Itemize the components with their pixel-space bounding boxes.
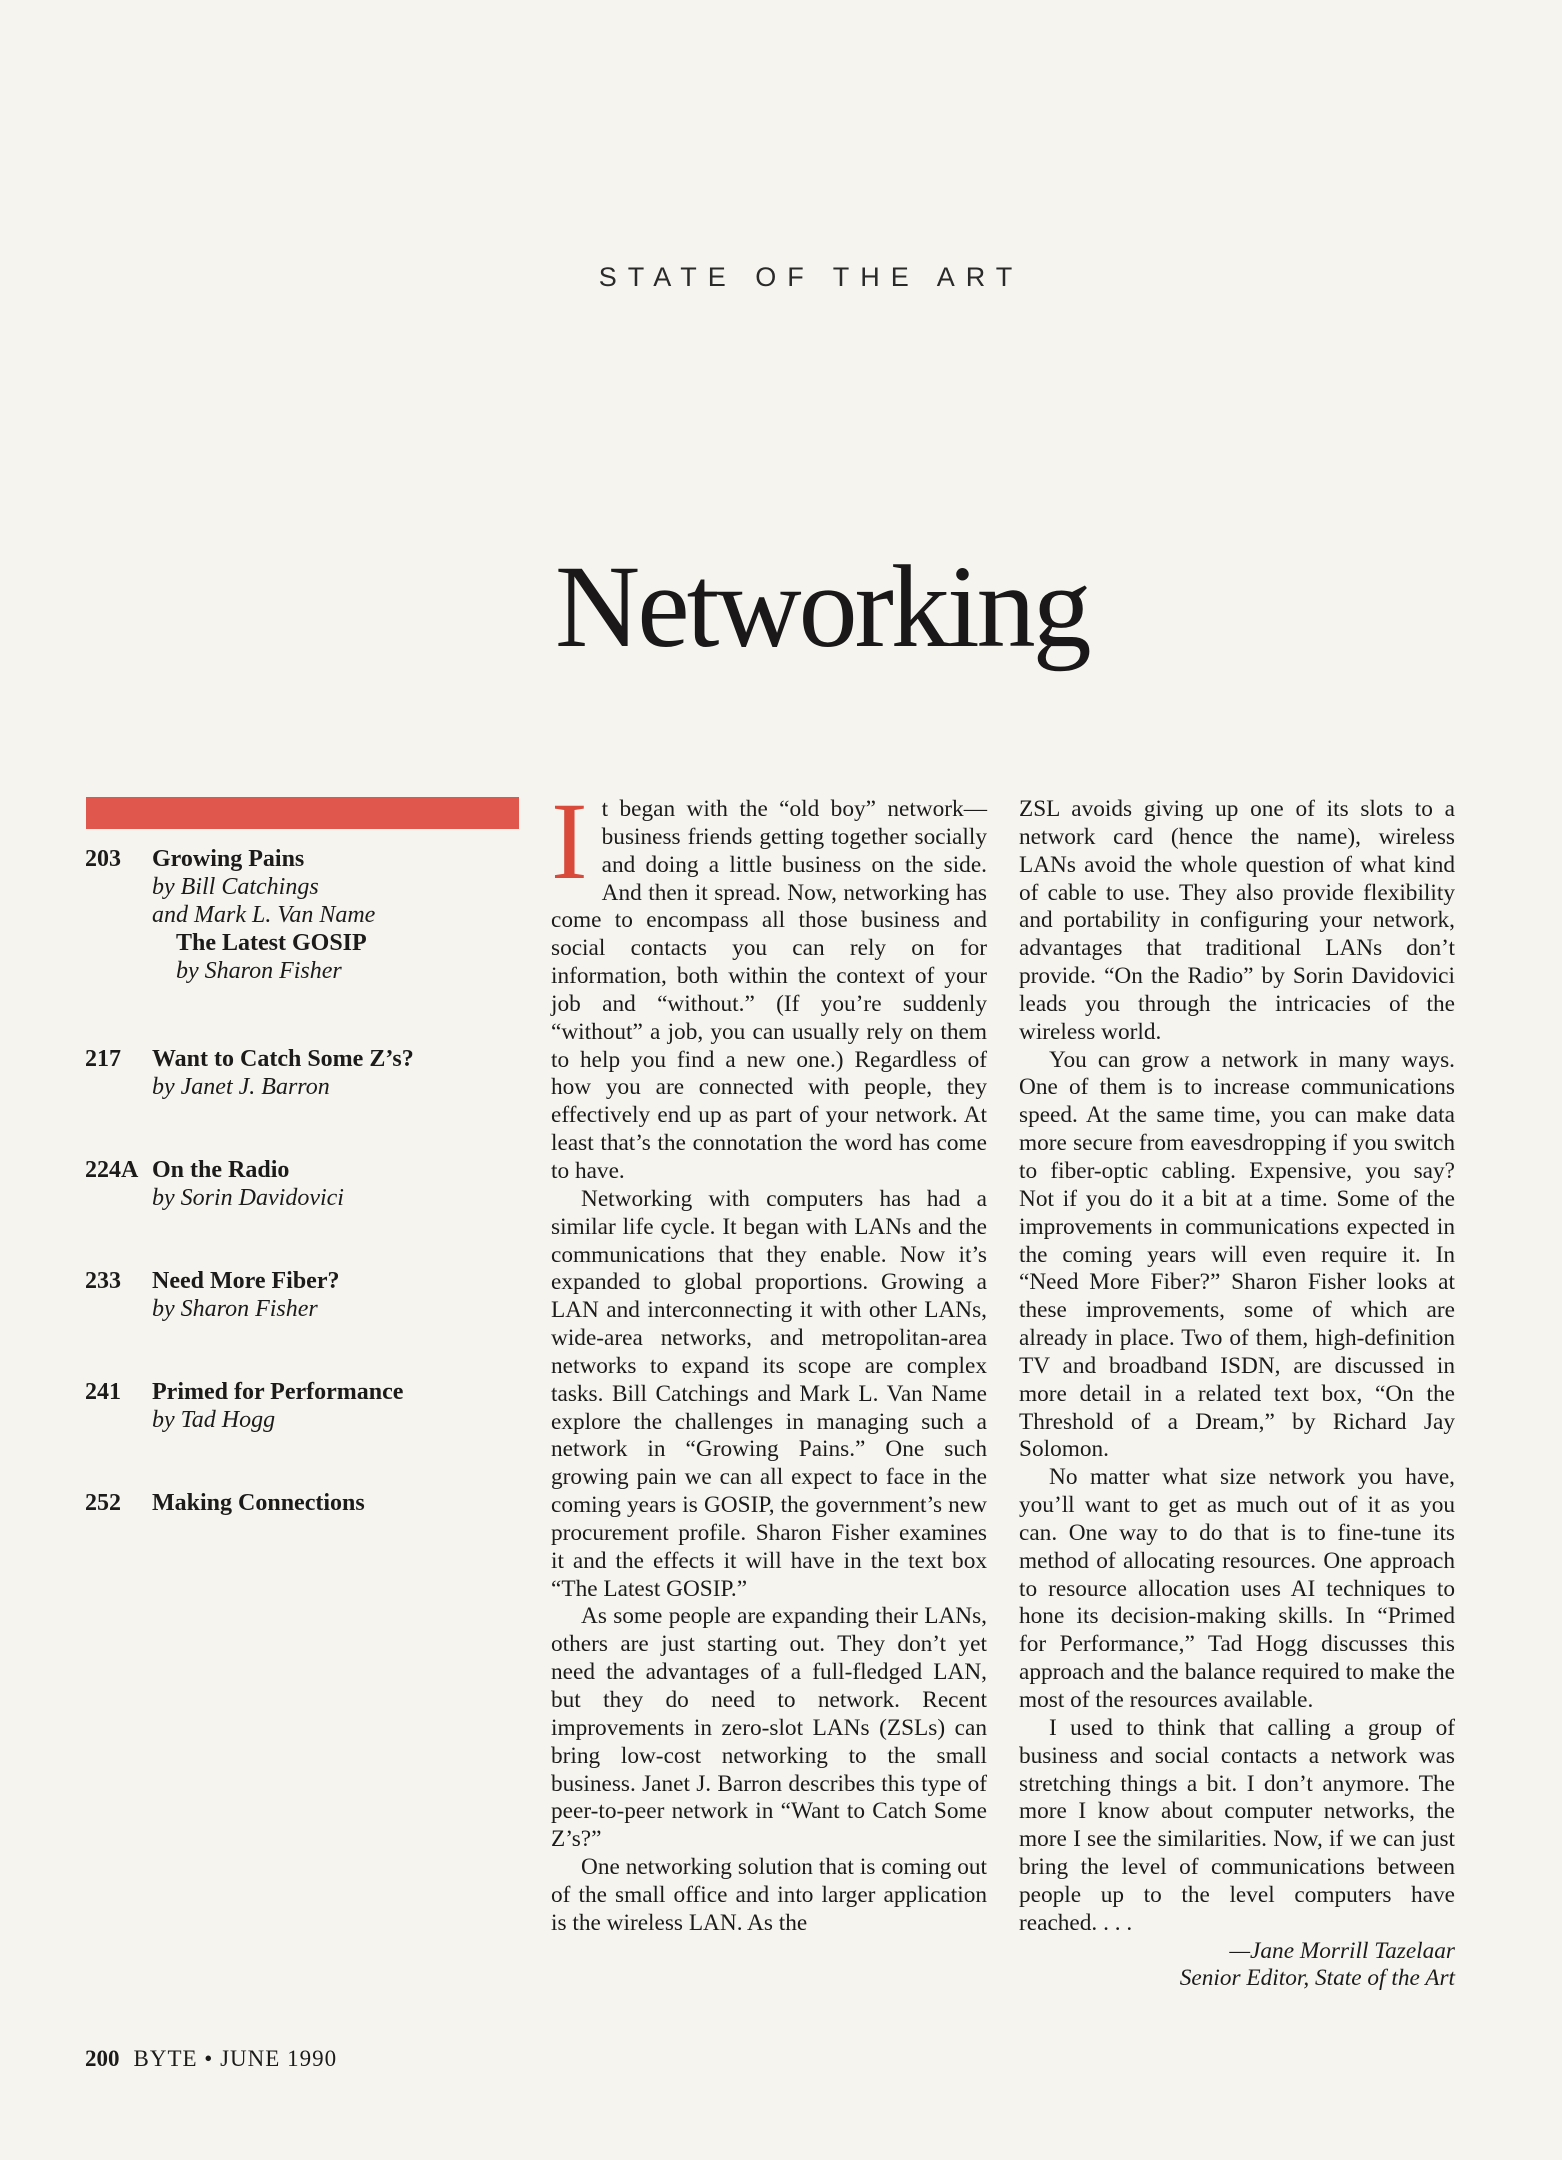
paragraph: Networking with computers has had a similar life cycle. It began with LANs and the communications that they enable. Now it’s expanded to global proportions. Growing a LAN and interconnecting it with other LANs, wide-area networks, and metropolitan-area networks to expand its scope are complex tasks. Bill Catchings and Mark L. Van Name explore the challenges in managing such a network in “Growing Pains.” One such growing pain we can all expect to face in the coming years is GOSIP, the government’s new procurement profile. Sharon Fisher examines it and the effects it will have in the text box “The Latest GOSIP.” (551, 1185, 987, 1602)
paragraph: I used to think that calling a group of business and social contacts a network was stretching things a bit. I don’t anymore. The more I know about computer networks, the more I see the similarities. Now, if we can just bring the level of communications between people up to the level computers have reached. . . . (1019, 1714, 1455, 1936)
paragraph: You can grow a network in many ways. One of them is to increase communications speed. At the same time, you can make data more secure from eavesdropping if you switch to fiber-optic cabling. Expensive, you say? Not if you do it a bit at a time. Some of the improvements in communications expected in the coming years will even require it. In “Need More Fiber?” Sharon Fisher looks at these improvements, some of which are already in place. Two of them, high-definition TV and broadband ISDN, are discussed in more detail in a related text box, “On the Threshold of a Dream,” by Richard Jay Solomon. (1019, 1046, 1455, 1463)
toc-page-number: 252 (85, 1490, 121, 1516)
toc-page-number: 233 (85, 1268, 121, 1294)
toc-author: by Sharon Fisher (152, 1296, 318, 1322)
paragraph-text: t began with the “old boy” network—business friends getting together socially and doing a little business on the side. And then it spread. Now, networking has come to encompass all those business and social contacts you can rely on for information, both within the context of your job and “without.” (If you’re suddenly “without” a job, you can usually rely on them to help you find a new one.) Regardless of how you are connected with people, they effectively end up as part of your network. At least that’s the connotation the word has come to have. (551, 796, 987, 1184)
paragraph: One networking solution that is coming out of the small office and into larger application is the wireless LAN. As the (551, 1854, 987, 1936)
toc-author: by Bill Catchings (152, 874, 319, 900)
toc-author: by Janet J. Barron (152, 1074, 330, 1100)
page-title: Networking (555, 541, 1089, 672)
article-column-1 (551, 780, 987, 1938)
accent-bar (86, 797, 519, 829)
toc-title: Making Connections (152, 1490, 365, 1516)
signature-title: Senior Editor, State of the Art (1179, 1965, 1455, 1992)
toc-page-number: 224A (85, 1157, 139, 1183)
paragraph: As some people are expanding their LANs, others are just starting out. They don’t yet need the advantages of a full-fledged LAN, but they do need to network. Recent improvements in zero-slot LANs (ZSLs) can bring low-cost networking to the small business. Janet J. Barron describes this type of peer-to-peer network in “Want to Catch Some Z’s?” (551, 1603, 987, 1853)
publication-line: BYTE • JUNE 1990 (133, 2046, 338, 2071)
toc-author: and Mark L. Van Name (152, 902, 376, 928)
toc-page-number: 203 (85, 846, 121, 872)
drop-cap: I (551, 780, 588, 902)
toc-page-number: 241 (85, 1379, 121, 1405)
toc-author: by Tad Hogg (152, 1407, 276, 1433)
toc-page-number: 217 (85, 1046, 121, 1072)
signature-name: —Jane Morrill Tazelaar (1229, 1937, 1455, 1964)
paragraph (551, 780, 987, 1186)
toc-subtitle: The Latest GOSIP (176, 930, 367, 956)
page-footer (85, 2046, 337, 2072)
toc-subtitle-author: by Sharon Fisher (176, 958, 342, 984)
toc-title: On the Radio (152, 1157, 290, 1183)
paragraph: No matter what size network you have, you’ll want to get as much out of it as you can. One way to do that is to fine-tune its method of allocating resources. One approach to resource allocation uses AI techniques to hone its decision-making skills. In “Primed for Performance,” Tad Hogg discusses this approach and the balance required to make the most of the resources available. (1019, 1464, 1455, 1713)
toc-title: Need More Fiber? (152, 1268, 340, 1294)
toc-title: Growing Pains (152, 846, 305, 872)
article-column-2 (1019, 796, 1455, 1993)
toc-author: by Sorin Davidovici (152, 1185, 344, 1211)
section-label: STATE OF THE ART (598, 262, 1024, 292)
toc-title: Want to Catch Some Z’s? (152, 1046, 414, 1072)
page-number: 200 (85, 2046, 120, 2071)
paragraph: ZSL avoids giving up one of its slots to a network card (hence the name), wireless LANs avoid the whole question of what kind of cable to use. They also provide flexibility and portability in configuring your network, advantages that traditional LANs don’t provide. “On the Radio” by Sorin Davidovici leads you through the intricacies of the wireless world. (1019, 796, 1455, 1045)
toc-title: Primed for Performance (152, 1379, 404, 1405)
